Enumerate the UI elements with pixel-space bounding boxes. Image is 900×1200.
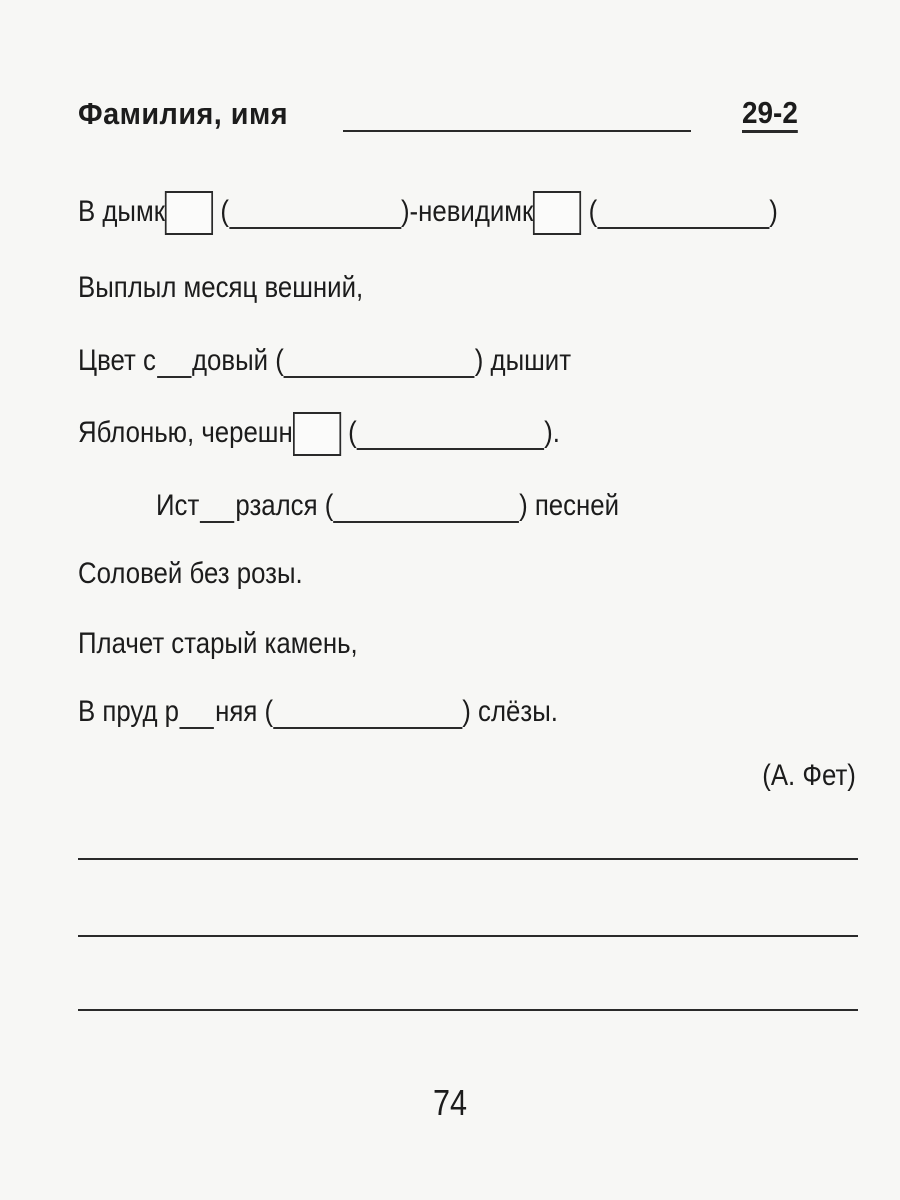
answer-blank[interactable] [597, 197, 769, 229]
name-field-line[interactable] [343, 130, 691, 132]
text: Плачет старый камень, [78, 627, 358, 660]
answer-blank[interactable] [229, 197, 401, 229]
text: довый ( [192, 344, 284, 377]
name-label: Фамилия, имя [78, 96, 289, 131]
writing-line-3[interactable] [78, 1009, 858, 1011]
poem-line-6 [78, 552, 303, 596]
text: ) дышит [474, 344, 572, 377]
text: В пруд р [78, 695, 180, 728]
answer-blank[interactable] [333, 491, 519, 523]
poem-line-7 [78, 622, 358, 666]
text: ( [220, 195, 229, 228]
poem-line-2 [78, 266, 363, 310]
text: ) слёзы. [462, 695, 558, 728]
letter-gap[interactable] [200, 491, 234, 523]
writing-line-1[interactable] [78, 858, 858, 860]
text: Яблонью, черешн [78, 416, 293, 449]
writing-line-2[interactable] [78, 935, 858, 937]
text: ) песней [519, 489, 620, 522]
text: ) [769, 195, 778, 228]
text: )-невидимк [400, 195, 534, 228]
letter-gap[interactable] [180, 697, 214, 729]
letter-box[interactable] [533, 191, 581, 235]
letter-box[interactable] [165, 191, 213, 235]
page-number: 74 [432, 1082, 468, 1123]
answer-blank[interactable] [284, 346, 475, 378]
text: Ист [156, 489, 200, 522]
answer-blank[interactable] [273, 697, 462, 729]
text: Соловей без розы. [78, 557, 303, 590]
text: Цвет с [78, 344, 156, 377]
exercise-code: 29-2 [742, 96, 798, 133]
poem-line-5 [156, 484, 619, 528]
text: няя ( [215, 695, 274, 728]
answer-blank[interactable] [357, 418, 544, 450]
poem-author: (А. Фет) [762, 759, 856, 792]
poem-line-8 [78, 690, 558, 734]
poem-line-3 [78, 339, 571, 383]
letter-gap[interactable] [157, 346, 191, 378]
text: ( [348, 416, 357, 449]
letter-box[interactable] [293, 412, 341, 456]
text: рзался ( [235, 489, 334, 522]
text: В дымк [78, 195, 166, 228]
text: ( [588, 195, 598, 228]
text: Выплыл месяц вешний, [78, 271, 364, 304]
poem-line-4 [78, 411, 560, 455]
text: ). [544, 416, 560, 449]
poem-line-1 [78, 190, 778, 234]
